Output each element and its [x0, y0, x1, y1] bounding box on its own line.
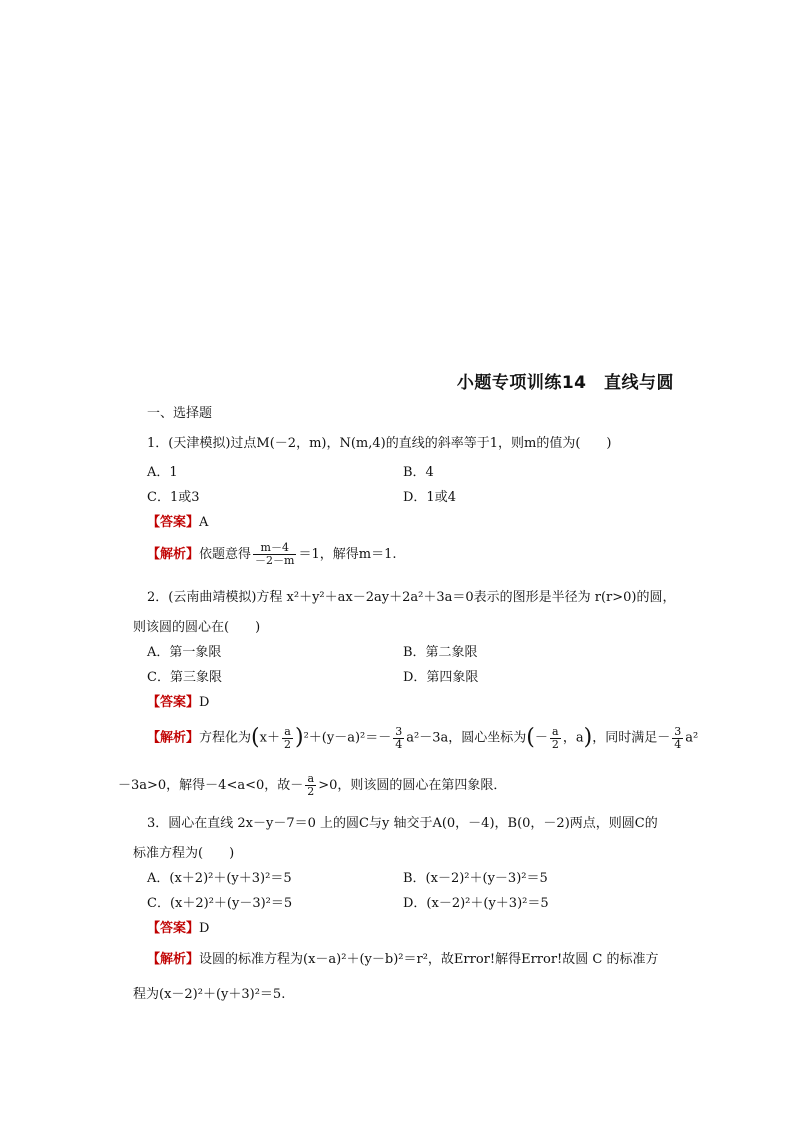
fraction	[305, 773, 316, 798]
fraction-denominator: －2－m	[255, 554, 295, 567]
answer-value: A	[199, 515, 209, 530]
q2-option-b: B．第二象限	[403, 645, 478, 660]
fraction-numerator: a	[282, 726, 293, 739]
analysis-text: x＋	[259, 730, 280, 746]
q3-option-c: C．(x＋2)²＋(y－3)²＝5	[147, 896, 293, 911]
paren-close: )	[294, 725, 304, 750]
fraction	[550, 726, 561, 751]
fraction-denominator: 4	[395, 737, 403, 751]
analysis-text: ，同时满足－	[592, 730, 671, 746]
paren-open: (	[251, 725, 260, 750]
analysis-text: 设圆的标准方程为(x－a)²＋(y－b)²＝r²，故Error!解得Error!故圆 C 的标准方	[199, 952, 659, 967]
paren-open: (	[526, 725, 535, 750]
analysis-text: －	[534, 730, 548, 746]
analysis-label: 【解析】	[147, 952, 200, 967]
fraction-denominator: 2	[283, 737, 291, 751]
analysis-text: ＝1，解得m＝1.	[298, 547, 397, 562]
q1-option-d: D．1或4	[403, 490, 456, 505]
q1-option-b: B．4	[403, 465, 434, 480]
analysis-text: 方程化为	[199, 730, 252, 746]
fraction	[672, 726, 683, 751]
paren-close: )	[583, 725, 593, 750]
analysis-text: ²＋(y－a)²＝－	[303, 730, 392, 746]
fraction-denominator: 2	[551, 737, 559, 751]
fraction	[393, 726, 404, 751]
section-heading: 一、选择题	[147, 406, 213, 421]
analysis-text: a²－3a，圆心坐标为	[406, 730, 527, 746]
answer-label: 【答案】	[147, 695, 200, 710]
fraction-numerator: a	[550, 726, 561, 739]
analysis-text: ，a	[562, 730, 584, 746]
q1-analysis	[147, 540, 396, 570]
q1-option-a: A．1	[147, 465, 178, 480]
q3-stem-line2: 标准方程为( )	[133, 846, 235, 861]
fraction-numerator: 3	[395, 724, 403, 738]
analysis-text: 依题意得	[199, 547, 252, 562]
answer-label: 【答案】	[147, 515, 200, 530]
q2-stem-line2: 则该圆的圆心在( )	[133, 620, 261, 635]
q3-option-d: D．(x－2)²＋(y＋3)²＝5	[403, 896, 549, 911]
answer-value: D	[199, 921, 210, 936]
fraction-numerator: m－4	[253, 542, 296, 555]
q3-analysis-line2: 程为(x－2)²＋(y＋3)²＝5.	[133, 987, 286, 1002]
q2-analysis-line2	[118, 770, 506, 802]
q3-stem-line1: 3．圆心在直线 2x－y－7＝0 上的圆C与y 轴交于A(0，－4)，B(0，－2)两点，则圆C的	[147, 816, 658, 831]
q2-analysis-line1	[147, 720, 698, 757]
answer-label: 【答案】	[147, 921, 200, 936]
q3-analysis-line1	[147, 951, 658, 969]
fraction-numerator: 3	[674, 724, 682, 738]
fraction	[253, 542, 296, 567]
q3-answer	[147, 920, 209, 938]
answer-value: D	[199, 695, 210, 710]
fraction-denominator: 2	[307, 785, 315, 798]
q3-option-b: B．(x－2)²＋(y－3)²＝5	[403, 871, 548, 886]
q2-option-d: D．第四象限	[403, 670, 479, 685]
fraction-numerator: a	[305, 773, 316, 786]
analysis-text: a²	[685, 730, 699, 746]
q1-answer	[147, 514, 208, 532]
q1-option-c: C．1或3	[147, 490, 200, 505]
page-title: 小题专项训练14 直线与圆	[456, 373, 674, 393]
q1-stem: 1．(天津模拟)过点M(－2，m)，N(m,4)的直线的斜率等于1，则m的值为( )	[147, 436, 612, 451]
q2-stem-line1: 2．(云南曲靖模拟)方程 x²＋y²＋ax－2ay＋2a²＋3a＝0表示的图形是半径为 r(r>0)的圆，	[147, 590, 676, 605]
analysis-text: －3a>0，解得－4<a<0，故－	[118, 778, 304, 793]
q3-option-a: A．(x＋2)²＋(y＋3)²＝5	[147, 871, 292, 886]
analysis-text: >0，则该圆的圆心在第四象限．	[318, 778, 507, 793]
q2-option-a: A．第一象限	[147, 645, 222, 660]
fraction	[282, 726, 293, 751]
q2-option-c: C．第三象限	[147, 670, 222, 685]
q2-answer	[147, 694, 209, 712]
analysis-label: 【解析】	[147, 730, 200, 746]
fraction-denominator: 4	[674, 737, 682, 751]
analysis-label: 【解析】	[147, 547, 200, 562]
